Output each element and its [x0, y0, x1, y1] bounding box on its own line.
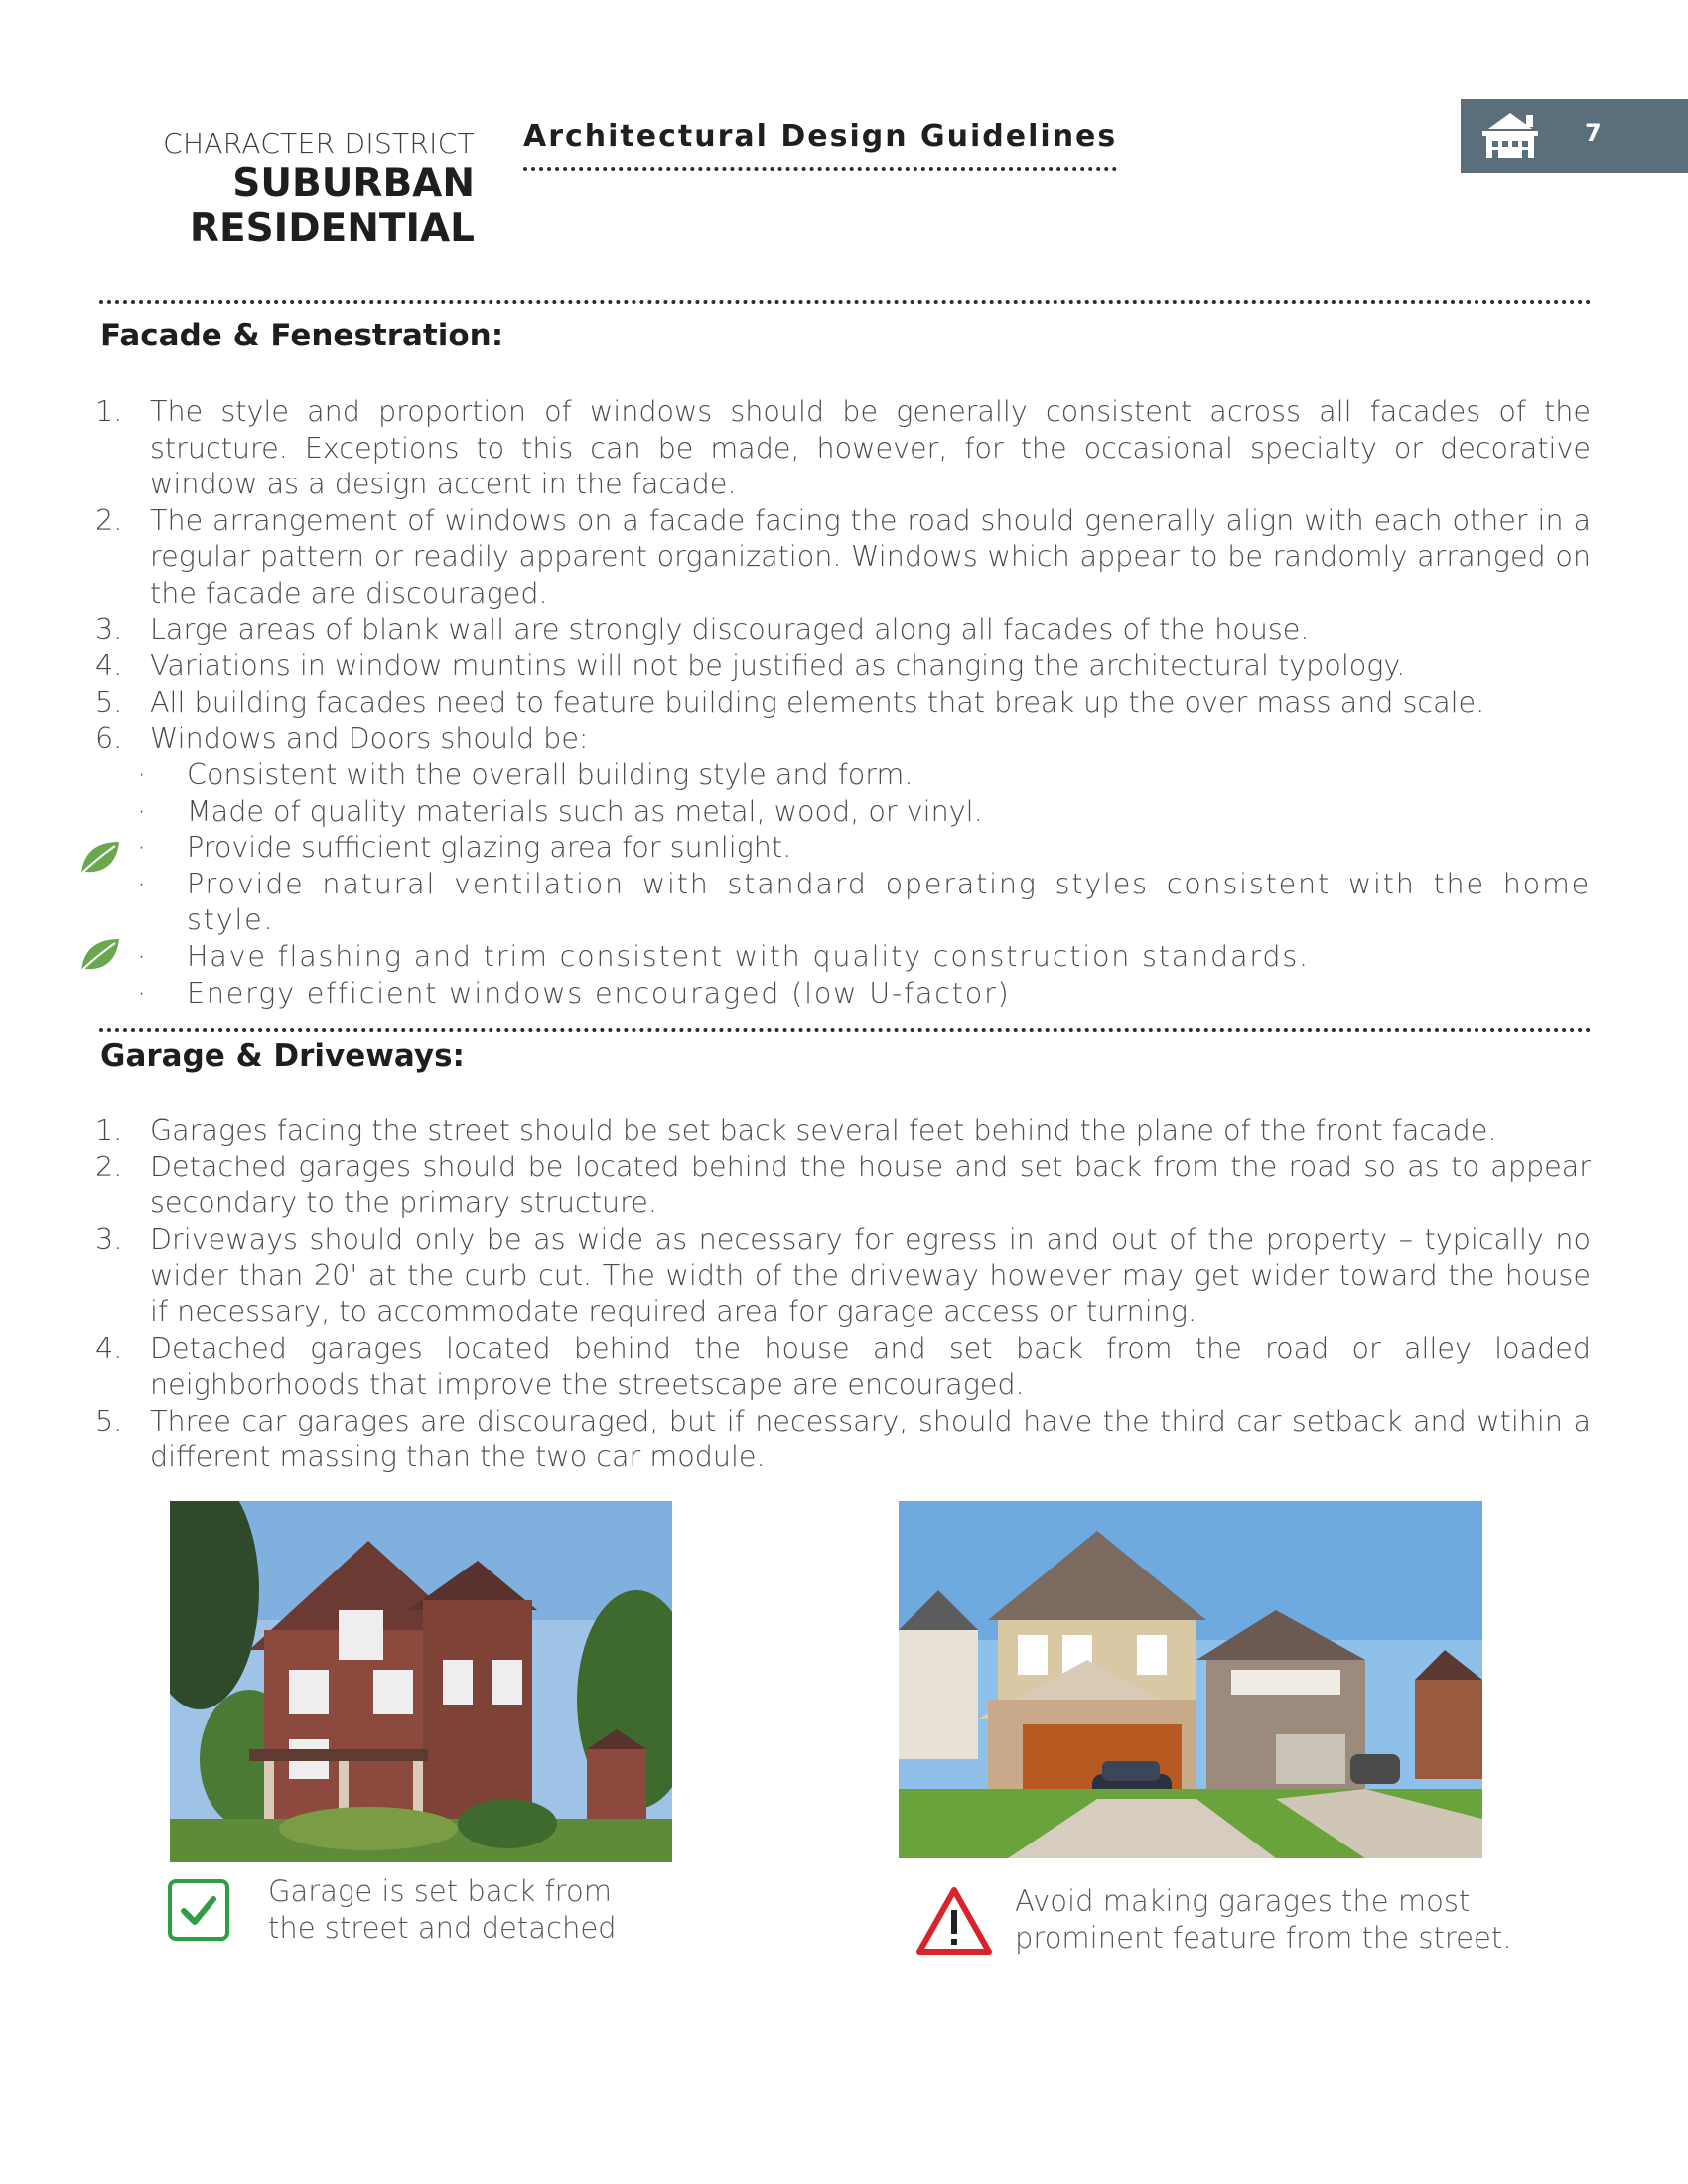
list-item: 3. Large areas of blank wall are strongly discouraged along all facades of the house.: [95, 612, 1310, 646]
district-kicker: CHARACTER DISTRICT: [163, 127, 475, 160]
page-tab: [1461, 99, 1688, 173]
district-name-line1: SUBURBAN: [232, 161, 475, 205]
leaf-icon: [77, 838, 121, 878]
document-title: Architectural Design Guidelines: [523, 117, 1117, 171]
bullet-item: · Provide natural ventilation with standard operating styles consistent with the home style.: [137, 866, 1591, 937]
front-garage-house-photo: [899, 1501, 1482, 1858]
list-item: 2. Detached garages should be located behind the house and set back from the road so as to appear secondary to the primary structure.: [95, 1149, 1591, 1220]
list-item: 3. Driveways should only be as wide as necessary for egress in and out of the property – typically no wider than 20' at the curb cut. The width of the driveway however may get wider toward the house if necessary, to accommodate required area for garage access or turning.: [95, 1221, 1591, 1328]
facade-section-title: Facade & Fenestration:: [100, 318, 504, 353]
garage-section-title: Garage & Driveways:: [100, 1038, 465, 1074]
bullet-item: · Provide sufficient glazing area for sunlight.: [137, 830, 792, 865]
bullet-item: · Energy efficient windows encouraged (low U-factor): [137, 975, 1011, 1010]
bullet-item: · Consistent with the overall building style and form.: [137, 756, 914, 791]
bad-example-caption: Avoid making garages the most prominent feature from the street.: [1015, 1884, 1512, 1955]
good-example-caption: Garage is set back from the street and detached: [268, 1874, 617, 1945]
district-name-line2: RESIDENTIAL: [189, 206, 475, 251]
list-item: 2. The arrangement of windows on a facade facing the road should generally align with each other in a regular pattern or readily apparent organization. Windows which appear to be randomly arranged on the facade are discouraged.: [95, 502, 1591, 610]
house-icon: [1475, 111, 1546, 161]
leaf-icon: [77, 935, 121, 975]
page-number: 7: [1585, 119, 1602, 147]
checkmark-icon: [167, 1878, 230, 1942]
list-item: 1. Garages facing the street should be set back several feet behind the plane of the front facade.: [95, 1113, 1497, 1147]
section-divider: [99, 1028, 1592, 1032]
list-item: 5. All building facades need to feature building elements that break up the over mass and scale.: [95, 684, 1485, 719]
warning-icon: [915, 1886, 993, 1956]
section-divider: [99, 300, 1592, 304]
list-item: 5. Three car garages are discouraged, but if necessary, should have the third car setback and wtihin a different massing than the two car module.: [95, 1403, 1591, 1474]
bullet-item: · Made of quality materials such as metal, wood, or vinyl.: [137, 793, 983, 828]
list-item: 6. Windows and Doors should be:: [95, 721, 589, 755]
character-district-block: [0, 127, 475, 252]
craftsman-house-photo: [170, 1501, 672, 1862]
facade-list: [95, 393, 1591, 1011]
bullet-item: · Have flashing and trim consistent with quality construction standards.: [137, 938, 1310, 973]
garage-list: [95, 1112, 1591, 1475]
list-item: 4. Variations in window muntins will not be justified as changing the architectural typology.: [95, 648, 1406, 683]
list-item: 1. The style and proportion of windows should be generally consistent across all facades of the structure. Exceptions to this can be made, however, for the occasional specialty or decorative window as a design accent in the facade.: [95, 394, 1591, 501]
list-item: 4. Detached garages located behind the house and set back from the road or alley loaded neighborhoods that improve the streetscape are encouraged.: [95, 1330, 1591, 1402]
